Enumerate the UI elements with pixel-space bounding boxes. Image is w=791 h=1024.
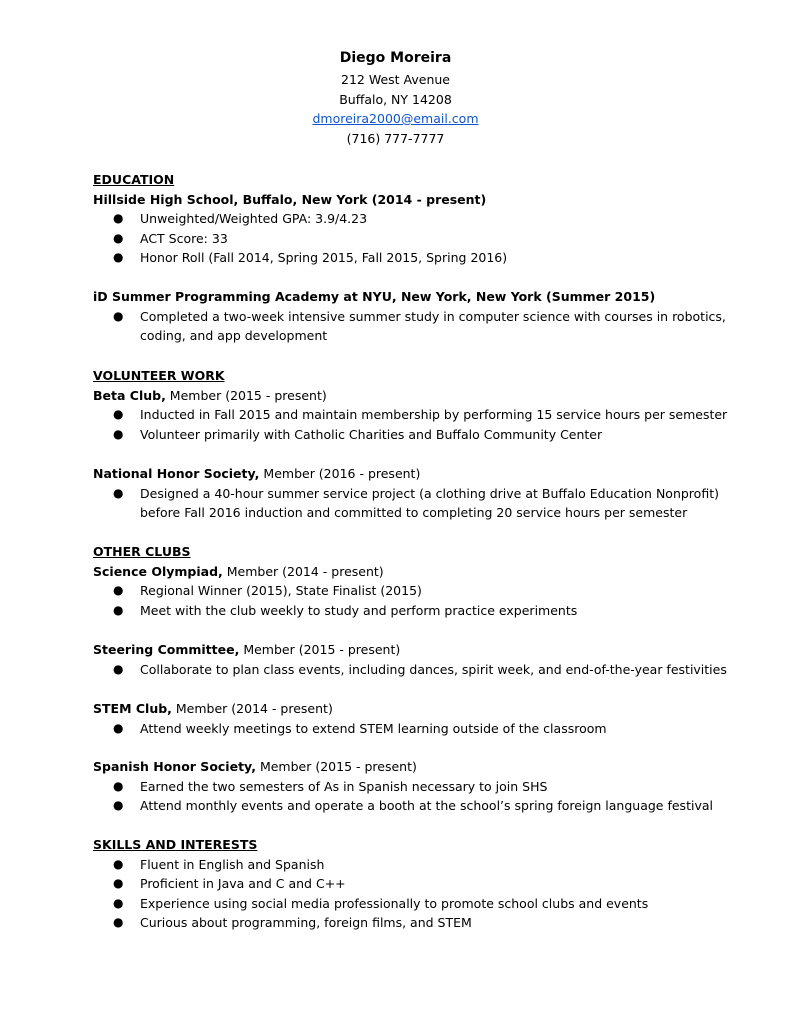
bullet-icon: ●	[113, 602, 124, 617]
applicant-name: Diego Moreira	[339, 50, 452, 66]
entry-title-beta-club: Beta Club, Member (2015 - present)	[93, 387, 327, 403]
bullet-icon: ●	[113, 407, 124, 421]
bullet-icon: ●	[113, 778, 124, 793]
clubs-section	[93, 542, 753, 620]
entry-title-hillside: Hillside High School, Buffalo, New York (2014 - present)	[93, 191, 487, 207]
entry-title-spanish-honor-society: Spanish Honor Society, Member (2015 - present)	[93, 759, 417, 774]
science-olympiad-bullets	[93, 581, 753, 620]
list-item: ● Inducted in Fall 2015 and maintain membership by performing 15 service hours per semester	[93, 405, 753, 425]
steering-committee-bullets	[93, 660, 753, 680]
section-heading-clubs: OTHER CLUBS	[93, 544, 191, 559]
list-item: ● Meet with the club weekly to study and perform practice experiments	[93, 601, 753, 621]
section-heading-skills: SKILLS AND INTERESTS	[93, 837, 258, 852]
list-item: ● Regional Winner (2015), State Finalist (2015)	[93, 581, 753, 601]
entry-title-science-olympiad: Science Olympiad, Member (2014 - present)	[93, 563, 384, 579]
list-item: ● Fluent in English and Spanish	[93, 855, 753, 875]
list-item: ● Attend monthly events and operate a booth at the school’s spring foreign language festival	[93, 796, 753, 816]
beta-club-bullets	[93, 405, 753, 444]
hillside-bullets	[93, 209, 753, 268]
section-heading-volunteer: VOLUNTEER WORK	[93, 368, 225, 383]
bullet-icon: ●	[113, 583, 124, 597]
list-item: ● Earned the two semesters of As in Spanish necessary to join SHS	[93, 777, 753, 797]
email-link[interactable]: dmoreira2000@email.com	[312, 111, 479, 126]
spanish-honor-society-bullets	[93, 777, 753, 816]
list-item: ● ACT Score: 33	[93, 229, 753, 249]
clubs-entry-steering	[93, 640, 753, 679]
list-item: ● Attend weekly meetings to extend STEM learning outside of the classroom	[93, 719, 753, 739]
education-section	[93, 170, 753, 268]
bullet-icon: ●	[113, 895, 124, 910]
list-item: ● Honor Roll (Fall 2014, Spring 2015, Fall 2015, Spring 2016)	[93, 248, 753, 268]
bullet-icon: ●	[113, 720, 124, 735]
entry-title-nyu: iD Summer Programming Academy at NYU, New York, New York (Summer 2015)	[93, 289, 656, 304]
nyu-bullets	[93, 307, 753, 346]
bullet-icon: ●	[113, 250, 124, 264]
resume-header	[0, 46, 791, 148]
list-item: ● Completed a two-week intensive summer study in computer science with courses in robotics, coding, and app development	[113, 308, 726, 343]
entry-title-nhs: National Honor Society, Member (2016 - present)	[93, 466, 421, 481]
bullet-icon: ●	[113, 485, 124, 500]
list-item: ● Designed a 40-hour summer service project (a clothing drive at Buffalo Education Nonprofit) before Fall 2016 induction and committed to completing 20 service hours per semester	[113, 485, 719, 520]
stem-club-bullets	[93, 719, 753, 739]
bullet-icon: ●	[113, 876, 124, 890]
bullet-icon: ●	[113, 426, 124, 441]
volunteer-section	[93, 366, 753, 444]
nhs-bullets	[93, 484, 753, 523]
list-item: ● Collaborate to plan class events, including dances, spirit week, and end-of-the-year festivities	[93, 660, 753, 680]
phone-number: (716) 777-7777	[346, 130, 445, 146]
list-item: ● Proficient in Java and C and C++	[93, 874, 753, 894]
list-item: ● Volunteer primarily with Catholic Charities and Buffalo Community Center	[93, 425, 753, 445]
clubs-entry-stem	[93, 699, 753, 738]
list-item: ● Experience using social media professionally to promote school clubs and events	[93, 894, 753, 914]
entry-title-steering-committee: Steering Committee, Member (2015 - present)	[93, 642, 401, 657]
section-heading-education: EDUCATION	[93, 172, 175, 187]
bullet-icon: ●	[113, 211, 124, 225]
volunteer-entry-nhs	[93, 464, 753, 523]
address-line-1: 212 West Avenue	[341, 72, 450, 87]
bullet-icon: ●	[113, 856, 124, 871]
bullet-icon: ●	[113, 308, 124, 323]
list-item: ● Curious about programming, foreign films, and STEM	[93, 913, 753, 933]
clubs-entry-spanish	[93, 757, 753, 816]
address-line-2: Buffalo, NY 14208	[339, 91, 452, 107]
skills-bullets	[93, 855, 753, 933]
list-item: ● Unweighted/Weighted GPA: 3.9/4.23	[93, 209, 753, 229]
skills-section	[93, 835, 753, 933]
education-entry-nyu	[93, 287, 753, 346]
bullet-icon: ●	[113, 915, 124, 929]
bullet-icon: ●	[113, 230, 124, 245]
bullet-icon: ●	[113, 798, 124, 812]
bullet-icon: ●	[113, 661, 124, 676]
entry-title-stem-club: STEM Club, Member (2014 - present)	[93, 701, 333, 716]
